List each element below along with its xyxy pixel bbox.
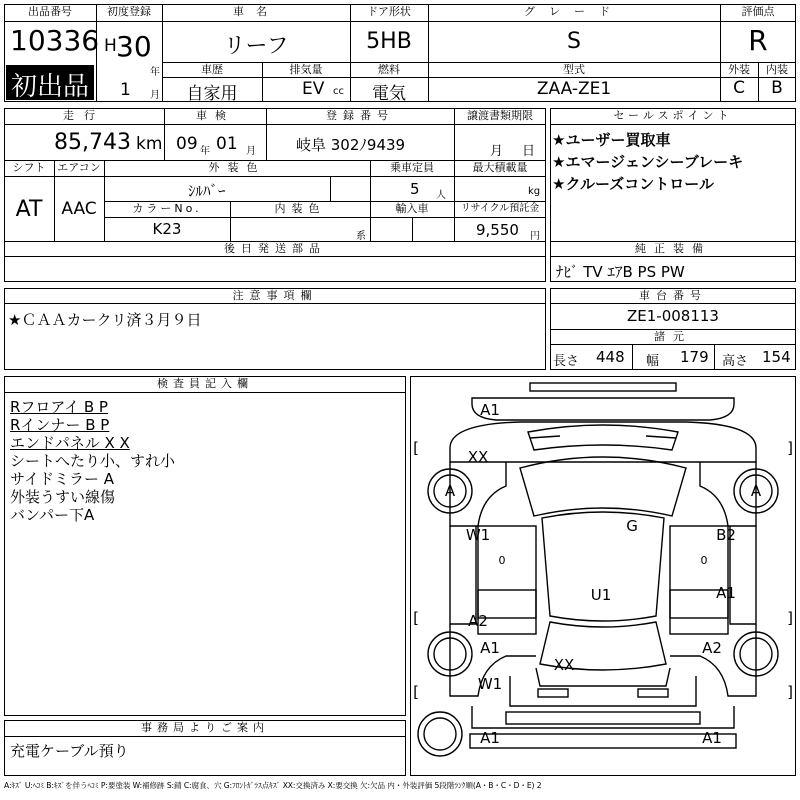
lot-number: 10336 <box>10 24 100 57</box>
color-no-label: カラーNo. <box>132 202 202 215</box>
model-label: 型式 <box>563 63 585 76</box>
roof <box>542 512 664 621</box>
equip-label: 純正装備 <box>635 242 711 255</box>
mark-w1-left: W1 <box>465 526 491 544</box>
month-unit: 月 <box>150 90 160 101</box>
fuel-value: 電気 <box>372 84 406 104</box>
mark-zero-left: 0 <box>498 554 506 567</box>
legend-text: A:ｷｽﾞ U:ﾍｺﾐ B:ｷｽﾞを伴うﾍｺﾐ P:要塗装 W:補修跡 S:錆 C:腐食、穴 G:ﾌﾛﾝﾄｶﾞﾗｽ点ｷｽﾞ XX:交換済み X:要交換 欠:欠品 内・外装評価 5段階ﾗﾝｸ順(A・B・C・D・E) 2 <box>4 781 542 790</box>
aircon-value: AAC <box>61 199 97 219</box>
mileage-value: 85,743 <box>54 130 131 155</box>
car-name-label: 車名 <box>233 5 279 18</box>
width-value: 179 <box>680 348 709 366</box>
mark-w1-rear: W1 <box>477 675 503 693</box>
displacement-label: 排気量 <box>289 63 323 76</box>
lot-label: 出品番号 <box>28 5 72 18</box>
color-no: K23 <box>152 220 182 238</box>
mark-a1-right: A1 <box>716 584 736 602</box>
bracket-right-bottom: ] <box>787 609 793 627</box>
mark-a-front-right-tire: A <box>750 482 762 500</box>
mark-u1-center: U1 <box>590 586 612 604</box>
sales-label: セールスポイント <box>613 109 733 122</box>
inspector-line: 外装うすい線傷 <box>10 488 116 506</box>
reg-year: 30 <box>116 30 152 63</box>
inspector-line: Rインナー B P <box>10 416 110 434</box>
mark-a1-bottom-left: A1 <box>480 729 500 747</box>
cc-unit: cc <box>333 86 344 97</box>
mark-zero-right: 0 <box>700 554 708 567</box>
score-label: 評価点 <box>741 5 775 18</box>
capacity-label: 乗車定員 <box>390 161 434 174</box>
ext-color: ｼﾙﾊﾞｰ <box>188 182 226 200</box>
hood <box>450 422 756 462</box>
rear-plate <box>538 689 568 697</box>
load-unit: kg <box>528 186 541 197</box>
bracket-left-top: [ <box>413 439 419 457</box>
notes-label: 注意事項欄 <box>232 289 318 302</box>
shift-value: AT <box>15 197 43 222</box>
mark-a2-left: A2 <box>468 612 488 630</box>
reg-month: 1 <box>120 80 131 100</box>
grade-value: S <box>567 29 581 54</box>
mark-g-glass: G <box>626 517 638 535</box>
bracket-right-top: ] <box>787 439 793 457</box>
width-label: 幅 <box>646 354 660 369</box>
rear-bumper-bar <box>506 712 700 724</box>
inspector-line: バンパー下A <box>10 506 95 524</box>
grade-label: グレード <box>524 5 624 18</box>
length-value: 448 <box>596 348 625 366</box>
mark-xx-rear: XX <box>553 656 575 674</box>
inspector-label: 検査員記入欄 <box>157 377 253 390</box>
ext-color-label: 外装色 <box>208 161 266 174</box>
rear-plate-right <box>638 689 668 697</box>
shift-label: シフト <box>12 161 46 174</box>
fuel-label: 燃料 <box>378 63 400 76</box>
rear-bumper-lower <box>470 734 736 748</box>
office-label: 事務局よりご案内 <box>141 721 269 734</box>
insp-year: 09 <box>176 134 198 154</box>
insp-month: 01 <box>216 134 238 154</box>
recycle-value: 9,550 <box>476 221 519 239</box>
mark-a-front-left-tire: A <box>444 482 456 500</box>
grille <box>528 425 678 450</box>
inspector-line: Rフロアイ B P <box>10 398 108 416</box>
recycle-unit: 円 <box>530 231 540 242</box>
bracket-left-bottom: [ <box>413 609 419 627</box>
car-diagram <box>410 376 796 776</box>
bracket-left-lower: [ <box>413 683 419 701</box>
left-front-fender <box>450 462 506 526</box>
front-bumper-bar <box>530 383 676 391</box>
mileage-label: 走行 <box>63 109 105 122</box>
dims-label: 諸元 <box>654 330 692 343</box>
chassis-label: 車台番号 <box>639 289 707 302</box>
insp-year-unit: 年 <box>200 146 210 157</box>
era: H <box>104 36 117 56</box>
int-score: B <box>771 78 783 98</box>
notes-text: ★ＣＡＡカークリ済３月９日 <box>8 311 202 329</box>
mileage-unit: km <box>136 134 163 154</box>
car-name: リーフ <box>223 34 289 59</box>
transfer-day-unit: 日 <box>522 144 536 159</box>
reg-number-label: 登録番号 <box>326 109 394 122</box>
spare-tire-inner <box>424 718 456 750</box>
transfer-month-unit: 月 <box>490 144 504 159</box>
chassis-number: ZE1-008113 <box>627 307 719 325</box>
inspector-line: シートへたり小、すれ小 <box>10 452 176 470</box>
inspection-label: 車検 <box>196 109 234 122</box>
capacity-unit: 人 <box>436 190 446 201</box>
sales-point: ★エマージェンシーブレーキ <box>552 153 744 171</box>
inspector-line: エンドパネル X X <box>10 434 130 452</box>
right-rear-fender <box>670 624 756 696</box>
sales-point: ★ユーザー買取車 <box>552 131 671 149</box>
first-reg-label: 初度登録 <box>107 5 151 18</box>
height-label: 高さ <box>722 354 749 369</box>
right-front-fender <box>700 462 756 526</box>
history-label: 車歴 <box>201 63 223 76</box>
load-label: 最大積載量 <box>472 161 528 174</box>
int-score-label: 内装 <box>766 63 788 76</box>
rear-bumper <box>472 706 734 728</box>
office-text: 充電ケーブル預り <box>10 742 129 760</box>
capacity-value: 5 <box>410 180 420 198</box>
windshield <box>520 457 686 516</box>
recycle-label: リサイクル預託金 <box>460 203 540 214</box>
mark-a1-bottom-right: A1 <box>702 729 722 747</box>
reg-number: 岐阜 302ﾉ9439 <box>296 136 406 154</box>
door-label: ドア形状 <box>367 5 411 18</box>
insp-month-unit: 月 <box>246 146 256 157</box>
int-color-label: 内装色 <box>274 202 326 215</box>
history-value: 自家用 <box>186 84 238 104</box>
first-listing-text: 初出品 <box>10 72 89 102</box>
mark-a2-right: A2 <box>702 639 722 657</box>
mark-b2-right: B2 <box>716 526 736 544</box>
transfer-label: 譲渡書類期限 <box>467 109 533 122</box>
score-value: R <box>748 24 768 57</box>
displacement-value: EV <box>302 79 325 99</box>
model-value: ZAA-ZE1 <box>536 79 612 99</box>
year-unit: 年 <box>150 67 160 78</box>
height-value: 154 <box>762 348 791 366</box>
int-color-unit: 系 <box>356 231 366 242</box>
bracket-right-lower: ] <box>787 683 793 701</box>
inspector-line: サイドミラー A <box>10 470 114 488</box>
ext-score: C <box>733 78 745 98</box>
front-bumper <box>472 398 734 420</box>
ext-score-label: 外装 <box>728 63 750 76</box>
sales-point: ★クルーズコントロール <box>552 175 714 193</box>
later-parts-label: 後日発送部品 <box>224 242 326 255</box>
mark-xx-front: XX <box>467 448 489 466</box>
import-label: 輸入車 <box>395 202 429 215</box>
mark-a1-top: A1 <box>480 401 500 419</box>
equip-value: ﾅﾋﾞ TV ｴｱB PS PW <box>556 263 685 281</box>
mark-a1-left: A1 <box>480 639 500 657</box>
length-label: 長さ <box>553 354 580 369</box>
door-value: 5HB <box>366 29 412 54</box>
aircon-label: エアコン <box>57 161 101 174</box>
